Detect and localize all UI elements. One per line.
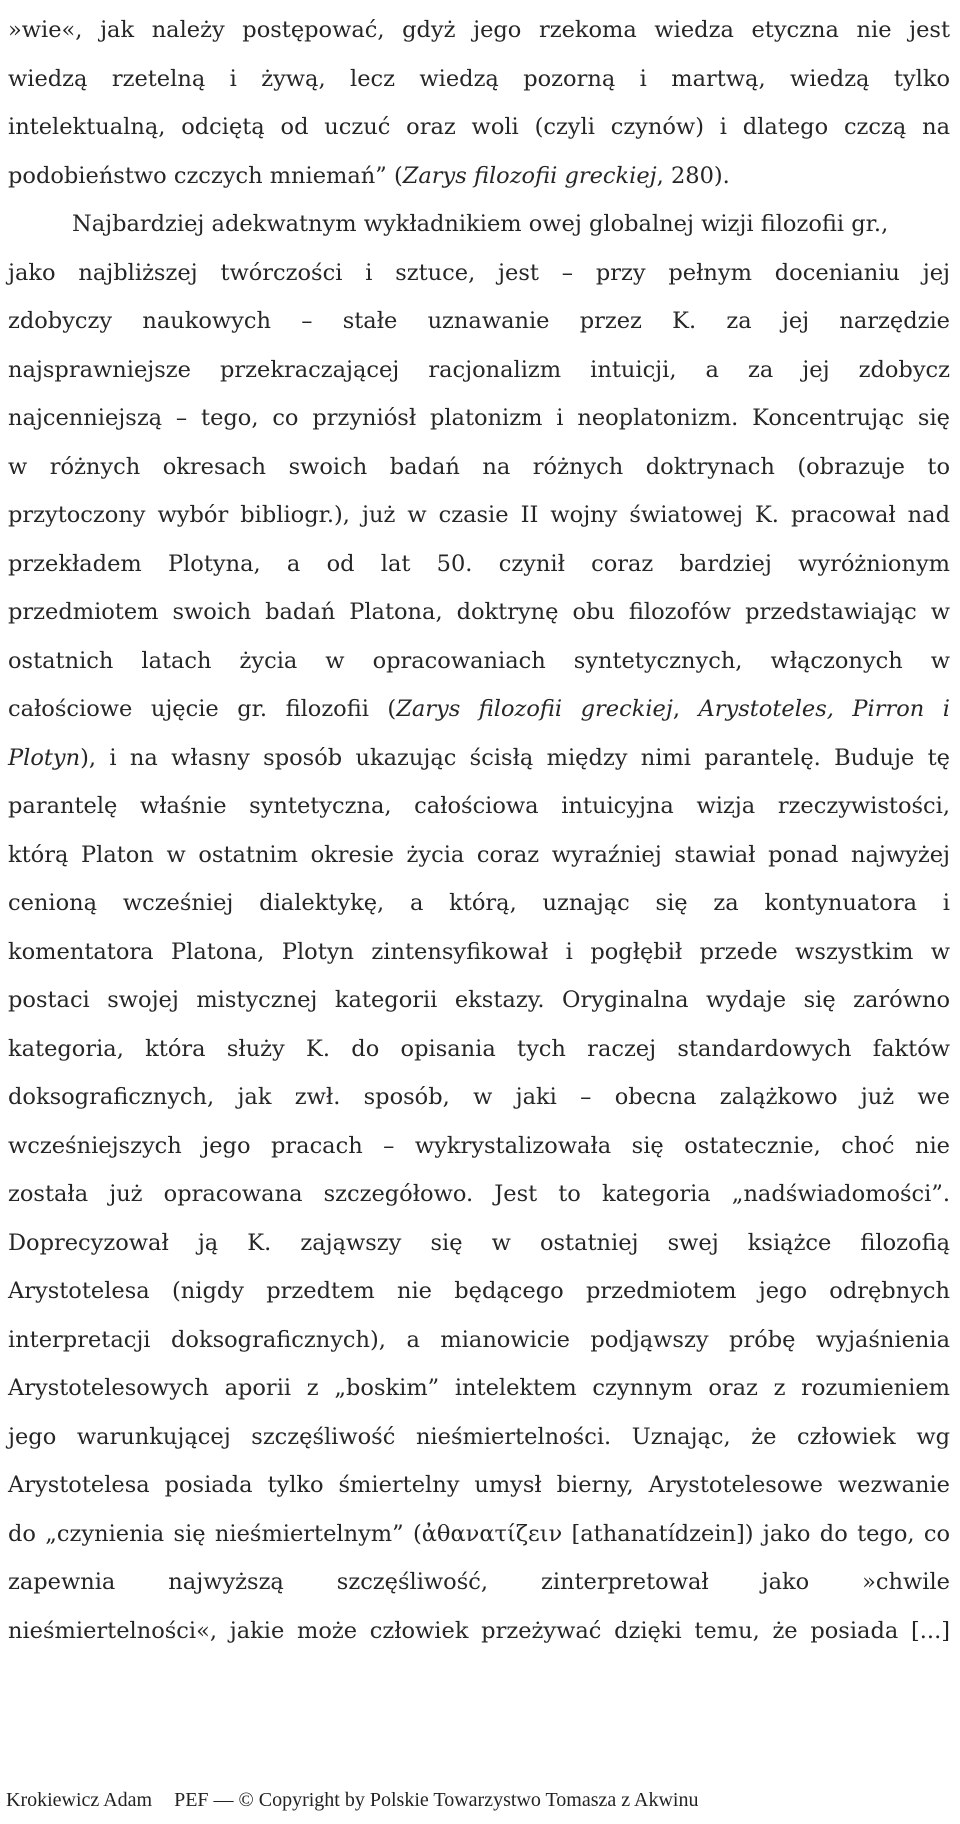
text-line: kategoria, która służy K. do opisania tych raczej standardowych faktów <box>8 1035 950 1062</box>
text-line: całościowe ujęcie gr. filozofii (Zarys filozofii greckiej, Arystoteles, Pirron i <box>8 696 950 722</box>
footer-author: Krokiewicz Adam <box>6 1789 153 1811</box>
text-line: którą Platon w ostatnim okresie życia coraz wyraźniej stawiał ponad najwyżej <box>8 841 950 868</box>
text-line: Arystotelesa (nigdy przedtem nie będącego przedmiotem jego odrębnych <box>8 1278 950 1304</box>
text-line: intelektualną, odciętą od uczuć oraz woli (czyli czynów) i dlatego czczą na <box>8 114 950 140</box>
text-line: Najbardziej adekwatnym wykładnikiem owej globalnej wizji filozofii gr., <box>72 211 889 237</box>
text-line: komentatora Platona, Plotyn zintensyfikował i pogłębił przede wszystkim w <box>8 938 950 965</box>
text-line: jako najbliższej twórczości i sztuce, jest – przy pełnym docenianiu jej <box>8 259 950 286</box>
text-line: ostatnich latach życia w opracowaniach syntetycznych, włączonych w <box>8 647 950 674</box>
italic-title: Arystoteles, Pirron i <box>698 696 950 722</box>
text-line: do „czynienia się nieśmiertelnym” (ἀθανατίζειν [athanatídzein]) jako do tego, co <box>8 1520 950 1547</box>
text-line: jego warunkującej szczęśliwość nieśmiertelności. Uznając, że człowiek wg <box>8 1423 950 1450</box>
text-line: Plotyn), i na własny sposób ukazując ścisłą między nimi parantelę. Buduje tę <box>8 744 950 771</box>
footer-copyright: PEF — © Copyright by Polskie Towarzystwo Tomasza z Akwinu <box>174 1789 699 1811</box>
text-line: podobieństwo czczych mniemań” (Zarys filozofii greckiej, 280). <box>8 162 730 189</box>
text-line: nieśmiertelności«, jakie może człowiek przeżywać dzięki temu, że posiada [...] <box>8 1617 950 1644</box>
text-line: Arystotelesowych aporii z „boskim” intelektem czynnym oraz z rozumieniem <box>8 1375 950 1401</box>
text-line: najsprawniejsze przekraczającej racjonalizm intuicji, a za jej zdobycz <box>8 356 950 383</box>
italic-title: Zarys filozofii greckiej <box>396 696 673 722</box>
text-line: Doprecyzował ją K. zająwszy się w ostatniej swej książce filozofią <box>8 1229 950 1256</box>
text-line: przekładem Plotyna, a od lat 50. czynił coraz bardziej wyróżnionym <box>8 550 950 577</box>
text-line: postaci swojej mistycznej kategorii ekstazy. Oryginalna wydaje się zarówno <box>8 987 950 1013</box>
text-line: wcześniejszych jego pracach – wykrystalizowała się ostatecznie, choć nie <box>8 1132 950 1159</box>
article-body <box>8 6 950 1655</box>
text-line: najcenniejszą – tego, co przyniósł platonizm i neoplatonizm. Koncentrując się <box>8 405 950 431</box>
text-line: interpretacji doksograficznych), a mianowicie podjąwszy próbę wyjaśnienia <box>8 1326 950 1353</box>
page-footer <box>6 1789 954 1812</box>
text-line: doksograficznych, jak zwł. sposób, w jaki – obecna zalążkowo już we <box>8 1084 950 1110</box>
text-line: przedmiotem swoich badań Platona, doktrynę obu filozofów przedstawiając w <box>8 599 950 625</box>
text-line: przytoczony wybór bibliogr.), już w czasie II wojny światowej K. pracował nad <box>8 502 950 528</box>
italic-title: Plotyn <box>8 744 81 771</box>
text-line: »wie«, jak należy postępować, gdyż jego rzekoma wiedza etyczna nie jest <box>8 17 950 43</box>
text-line: wiedzą rzetelną i żywą, lecz wiedzą pozorną i martwą, wiedzą tylko <box>8 65 950 92</box>
text-line: zdobyczy naukowych – stałe uznawanie przez K. za jej narzędzie <box>8 308 950 334</box>
text-line: w różnych okresach swoich badań na różnych doktrynach (obrazuje to <box>8 453 950 480</box>
text-line: parantelę właśnie syntetyczna, całościowa intuicyjna wizja rzeczywistości, <box>8 793 950 819</box>
text-line: została już opracowana szczegółowo. Jest to kategoria „nadświadomości”. <box>8 1181 950 1207</box>
italic-title: Zarys filozofii greckiej <box>402 162 657 189</box>
text-line: Arystotelesa posiada tylko śmiertelny umysł bierny, Arystotelesowe wezwanie <box>8 1472 950 1498</box>
text-line: zapewnia najwyższą szczęśliwość, zinterpretował jako »chwile <box>8 1569 950 1595</box>
text-line: cenioną wcześniej dialektykę, a którą, uznając się za kontynuatora i <box>8 890 950 916</box>
